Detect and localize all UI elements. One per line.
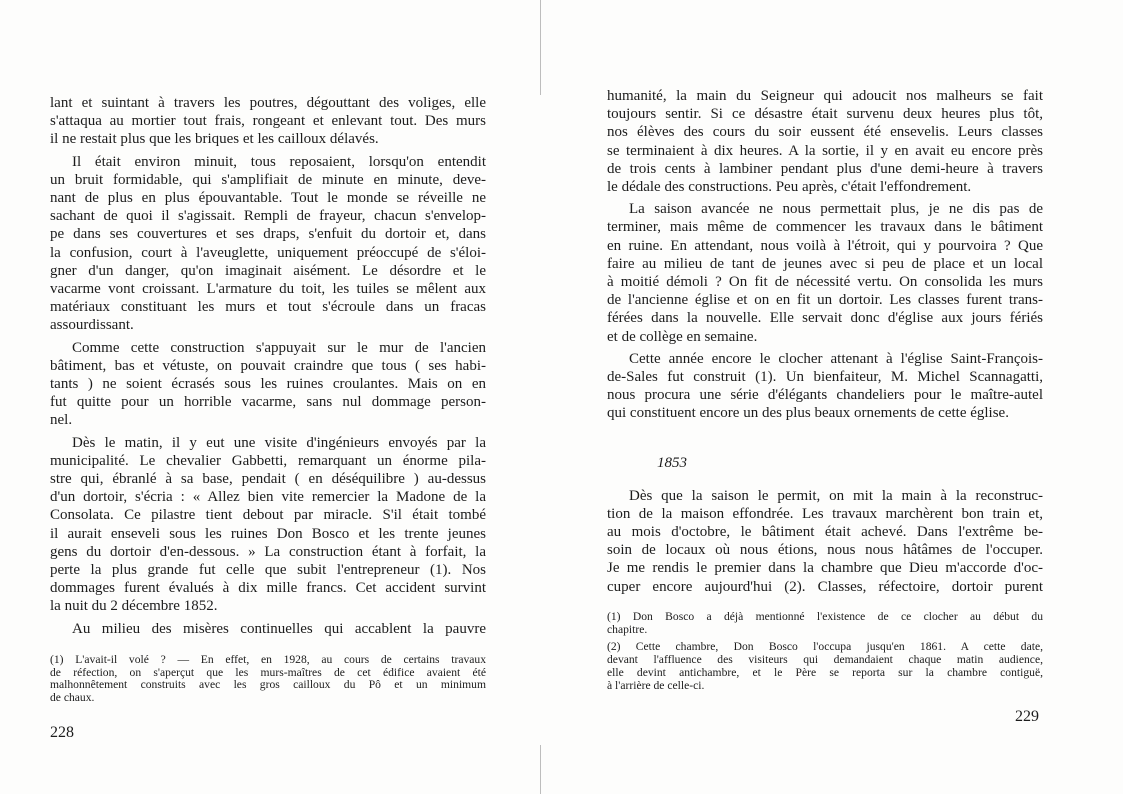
text-line: s'attaqua au mortier tout frais, rongeant et enlevant tout. Des murs xyxy=(50,113,486,130)
text-line: faire au milieu de tant de jeunes avec si peu de place et un local xyxy=(607,255,1043,272)
page-number: 228 xyxy=(50,724,74,742)
footnote xyxy=(50,654,486,705)
footnote xyxy=(607,611,1043,637)
left-page xyxy=(50,94,486,743)
text-line: matériaux constituant les murs et tout s'écroule dans un fracas xyxy=(50,299,486,316)
book-gutter-top xyxy=(540,0,541,95)
text-line: terminer, mais même de commencer les travaux dans le bâtiment xyxy=(607,219,1043,236)
text-line: un bruit formidable, qui s'amplifiait de minute en minute, deve- xyxy=(50,171,486,188)
text-line: la nuit du 2 décembre 1852. xyxy=(50,598,218,615)
text-line: Il était environ minuit, tous reposaient, lorsqu'on entendit xyxy=(72,153,486,170)
text-line: La saison avancée ne nous permettait plus, je ne dis pas de xyxy=(629,201,1043,218)
text-line: la confusion, court à l'aveuglette, uniquement préoccupé de s'éloi- xyxy=(50,244,486,261)
text-line: lant et suintant à travers les poutres, dégouttant des voliges, elle xyxy=(50,95,486,111)
text-line: il aurait enseveli sous les ruines Don Bosco et les trente jeunes xyxy=(50,525,486,542)
text-line: bâtiment, bas et vétuste, on pouvait craindre que tous ( ses habi- xyxy=(50,357,486,374)
text-line: de-Sales fut construit (1). Un bienfaiteur, M. Michel Scannagatti, xyxy=(607,369,1043,386)
footnote-line: malhonnêtement construits avec les gros cailloux du Pô et un minimum xyxy=(50,678,486,692)
footnote xyxy=(607,641,1043,692)
text-line: qui constituent encore un des plus beaux ornements de cette église. xyxy=(607,405,1009,422)
paragraph xyxy=(607,200,1043,346)
text-line: Consolata. Ce pilastre tient debout par miracle. S'il était tombé xyxy=(50,507,486,524)
footnotes xyxy=(50,654,486,705)
text-line: Au milieu des misères continuelles qui accablent la pauvre xyxy=(72,620,486,637)
text-line: il ne restait plus que les briques et les cailloux délavés. xyxy=(50,131,379,148)
text-line: Dès que la saison le permit, on mit la main à la reconstruc- xyxy=(629,487,1043,504)
text-line: gens du dortoir d'en-dessous. » La construction étant à forfait, la xyxy=(50,543,486,560)
page-number: 229 xyxy=(1015,707,1039,725)
book-gutter-bottom xyxy=(540,745,541,794)
paragraph xyxy=(50,339,486,430)
text-line: le dédale des constructions. Peu après, c'était l'effondrement. xyxy=(607,179,972,196)
right-page xyxy=(607,87,1043,727)
text-line: et de collège en semaine. xyxy=(607,328,758,345)
text-line: toujours sentir. Si ce désastre était survenu deux heures plus tôt, xyxy=(607,106,1043,123)
text-line: Dès le matin, il y eut une visite d'ingénieurs envoyés par la xyxy=(72,434,486,451)
text-line: se terminaient à dix heures. A la sortie, il y en avait eu encore près xyxy=(607,142,1043,159)
text-line: sachant de quoi il s'agissait. Rempli de frayeur, chacun s'envelop- xyxy=(50,208,486,225)
text-line: au mois d'octobre, le bâtiment était achevé. Dans l'extrême be- xyxy=(607,524,1043,541)
text-line: en ruine. En attendant, nous voilà à l'étroit, qui y pourvoira ? Que xyxy=(607,237,1043,254)
text-line: soin de locaux où nous étions, nous nous hâtâmes de l'occuper. xyxy=(607,542,1043,559)
text-line: fut quitte pour un horrible vacarme, sans nul dommage person- xyxy=(50,394,486,411)
text-line: humanité, la main du Seigneur qui adoucit nos malheurs se fait xyxy=(607,88,1043,104)
footnote-line: (1) L'avait-il volé ? — En effet, en 1928, au cours de certains travaux xyxy=(50,652,486,666)
footnote-line: (1) Don Bosco a déjà mentionné l'existence de ce clocher au début du xyxy=(607,609,1043,623)
text-line: nous procura une série d'élégants chandeliers pour le maître-autel xyxy=(607,387,1043,404)
text-line: de trois cents à lambiner pendant plus d'une demi-heure à travers xyxy=(607,160,1043,177)
text-line: pe dans ses couvertures et ses draps, s'enfuit du dortoir et, dans xyxy=(50,226,486,243)
paragraph xyxy=(50,434,486,616)
text-line: dommages furent évalués à dix mille francs. Cet accident survint xyxy=(50,580,486,597)
text-line: Je me rendis le premier dans la chambre que Dieu m'accorde d'oc- xyxy=(607,560,1043,577)
text-line: nant de plus en plus épouvantable. Tout le monde se réveille ne xyxy=(50,190,486,207)
text-line: nos élèves des cours du soir eussent été ensevelis. Leurs classes xyxy=(607,124,1043,141)
page-body xyxy=(50,94,486,638)
paragraph xyxy=(607,487,1043,596)
text-line: de l'ancienne église et on en fit un dortoir. Les classes furent trans- xyxy=(607,292,1043,309)
text-line: tion de la maison effondrée. Les travaux marchèrent bon train et, xyxy=(607,505,1043,522)
text-line: gner d'un danger, qu'on imaginait aisément. Le désordre et le xyxy=(50,262,486,279)
footnote-line: de réfection, on s'aperçut que les murs-maîtres de cet édifice avaient été xyxy=(50,665,486,679)
text-line: d'un dortoir, s'écria : « Allez bien vite remercier la Madone de la xyxy=(50,489,486,506)
footnote-line: chapitre. xyxy=(607,622,648,636)
text-line: perte la plus grande fut celle que subit l'entrepreneur (1). Nos xyxy=(50,562,486,579)
footnotes xyxy=(607,611,1043,693)
footnote-line: elle devint antichambre, et le Père se reporta sur la chambre contiguë, xyxy=(607,666,1043,680)
text-line: Cette année encore le clocher attenant à l'église Saint-François- xyxy=(629,350,1043,367)
footnote-line: devant l'affluence des visiteurs qui demandaient chaque matin audience, xyxy=(607,653,1043,667)
footnote-line: de chaux. xyxy=(50,691,95,705)
text-line: tants ) ne soient écrasés sous les ruines croulantes. Mais on en xyxy=(50,376,486,393)
paragraph xyxy=(50,94,486,149)
paragraph xyxy=(50,620,486,638)
text-line: vacarme vont croissant. L'armature du toit, les tuiles se mêlent aux xyxy=(50,281,486,298)
footnote-line: à l'arrière de celle-ci. xyxy=(607,678,705,692)
text-line: stre qui, ébranlé à sa base, pendait ( en déséquilibre ) au-dessus xyxy=(50,471,486,488)
text-line: férées dans la nouvelle. Elle servait donc d'église aux jours fériés xyxy=(607,310,1043,327)
text-line: nel. xyxy=(50,412,73,429)
paragraph xyxy=(607,87,1043,196)
text-line: à moitié démoli ? On fit de nécessité vertu. On consolida les murs xyxy=(607,274,1043,291)
paragraph xyxy=(607,350,1043,423)
text-line: Comme cette construction s'appuyait sur le mur de l'ancien xyxy=(72,339,486,356)
section-heading: 1853 xyxy=(657,454,687,471)
page-body xyxy=(607,87,1043,596)
text-line: assourdissant. xyxy=(50,317,134,334)
footnote-line: (2) Cette chambre, Don Bosco l'occupa jusqu'en 1861. A cette date, xyxy=(607,640,1043,654)
paragraph xyxy=(50,153,486,335)
text-line: municipalité. Le chevalier Gabbetti, remarquant un énorme pila- xyxy=(50,452,486,469)
text-line: cuper encore aujourd'hui (2). Classes, réfectoire, dortoir purent xyxy=(607,578,1043,595)
